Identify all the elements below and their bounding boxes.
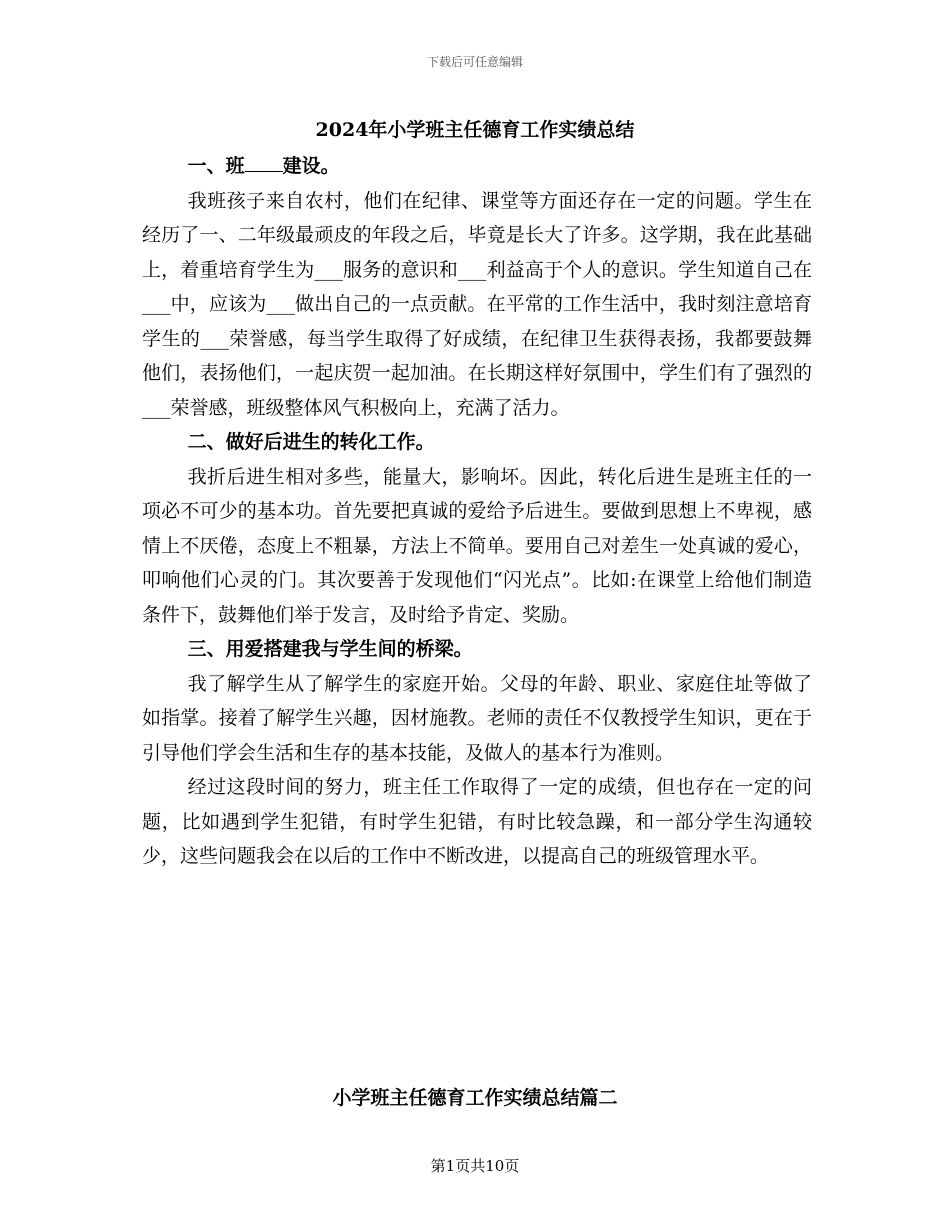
document-body [142,149,812,874]
section-2-paragraph-1: 我折后进生相对多些，能量大，影响坏。因此，转化后进生是班主任的一项必不可少的基本功。首先要把真诚的爱给予后进生。要做到思想上不卑视，感情上不厌倦，态度上不粗暴，方法上不简单。要用自己对差生一处真诚的爱心，叩响他们心灵的门。其次要善于发现他们“闪光点”。比如:在课堂上给他们制造条件下，鼓舞他们举于发言，及时给予肯定、奖励。 [142,465,812,626]
section-heading-3: 三、用爱搭建我与学生间的桥梁。 [187,638,473,660]
section-heading-1-pre: 一、班 [187,155,245,177]
blank-underline [245,154,283,172]
page-footer: 第1页共10页 [430,1157,520,1175]
document-title: 2024年小学班主任德育工作实绩总结 [315,119,635,141]
next-article-title: 小学班主任德育工作实绩总结篇二 [332,1087,618,1109]
section-3-paragraph-1: 我了解学生从了解学生的家庭开始。父母的年龄、职业、家庭住址等做了如指掌。接着了解学生兴趣，因材施教。老师的责任不仅教授学生知识，更在于引导他们学会生活和生存的基本技能，及做人的基本行为准则。 [142,672,812,764]
header-hint: 下载后可任意编辑 [426,55,523,69]
section-3-paragraph-2: 经过这段时间的努力，班主任工作取得了一定的成绩，但也存在一定的问题，比如遇到学生犯错，有时学生犯错，有时比较急躁，和一部分学生沟通较少，这些问题我会在以后的工作中不断改进，以提高自己的班级管理水平。 [142,776,812,867]
section-heading-1 [142,149,812,184]
section-1-paragraph-1: 我班孩子来自农村，他们在纪律、课堂等方面还存在一定的问题。学生在经历了一、二年级最顽皮的年段之后，毕竟是长大了许多。这学期，我在此基础上，着重培育学生为___服务的意识和___利益高于个人的意识。学生知道自己在___中，应该为___做出自己的一点贡献。在平常的工作生活中，我时刻注意培育学生的___荣誉感，每当学生取得了好成绩，在纪律卫生获得表扬，我都要鼓舞他们，表扬他们，一起庆贺一起加油。在长期这样好氛围中，学生们有了强烈的___荣誉感，班级整体风气积极向上，充满了活力。 [142,189,812,419]
section-heading-2: 二、做好后进生的转化工作。 [187,431,435,453]
section-heading-1-post: 建设。 [282,155,340,177]
